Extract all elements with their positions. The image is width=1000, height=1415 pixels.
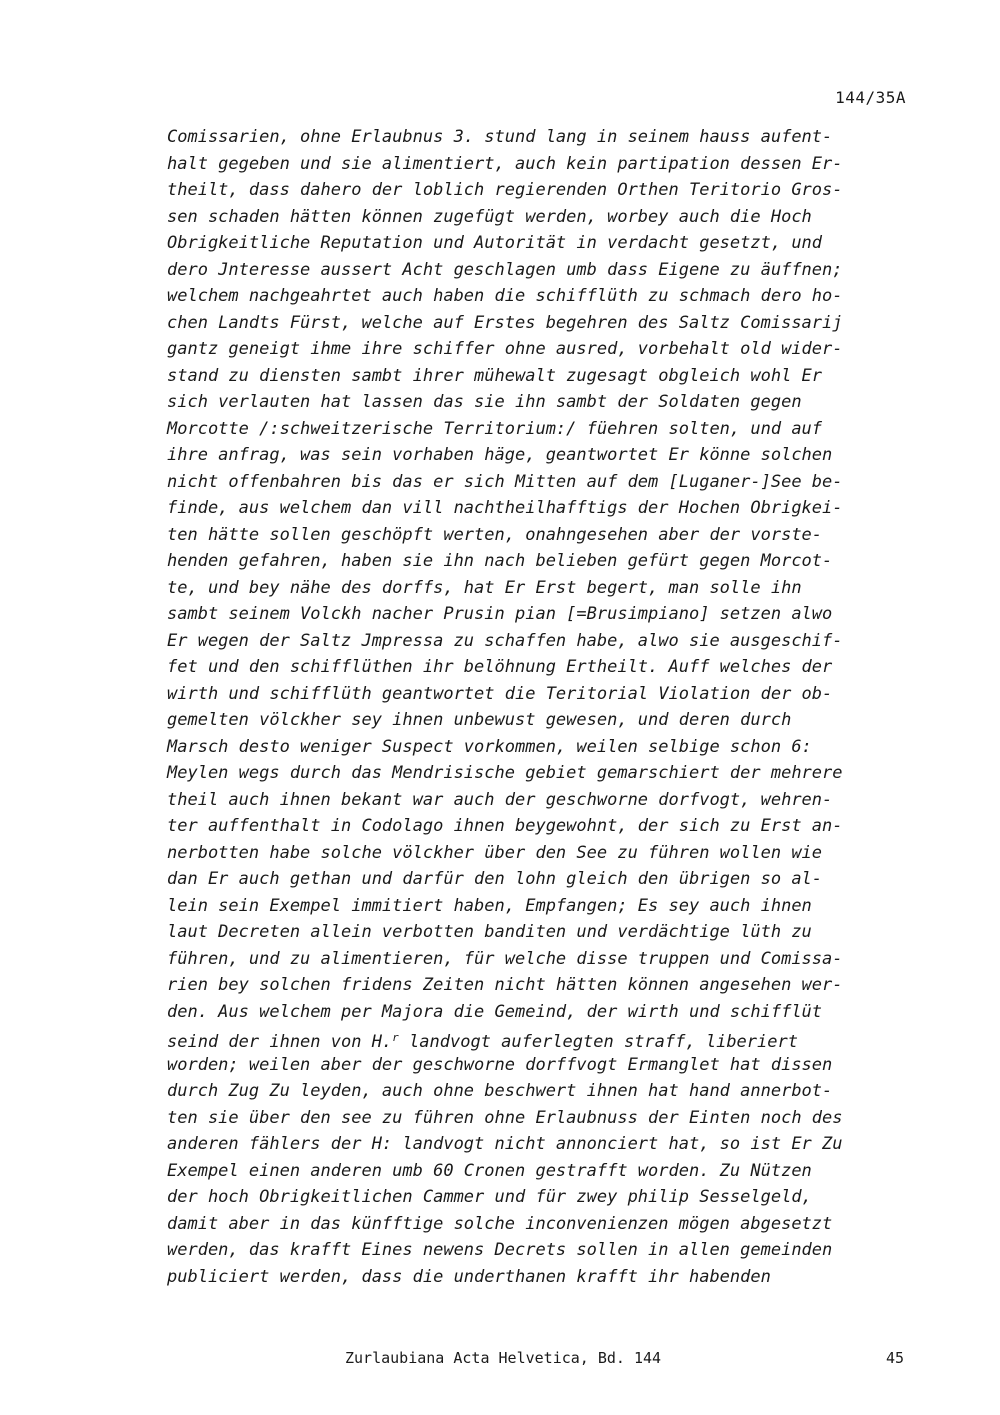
text-segment: seind der ihnen von H. — [167, 1032, 393, 1052]
text-line: nerbotten habe solche völckher über den See zu führen wollen wie — [167, 842, 823, 863]
text-line: Marsch desto weniger Suspect vorkommen, weilen selbige schon 6: — [167, 736, 812, 757]
text-line: sich verlauten hat lassen das sie ihn sambt der Soldaten gegen — [167, 392, 802, 412]
text-line: der hoch Obrigkeitlichen Cammer und für zwey philip Sesselgeld, — [167, 1187, 812, 1207]
text-line: lein sein Exempel immitiert haben, Empfangen; Es sey auch ihnen — [167, 895, 812, 916]
text-line: gemelten völckher sey ihnen unbewust gewesen, und deren durch — [167, 710, 792, 730]
text-line: publiciert werden, dass die underthanen krafft ihr habenden — [167, 1266, 771, 1287]
text-line: damit aber in das künfftige solche inconvenienzen mögen abgesetzt — [167, 1213, 833, 1234]
text-line: Exempel einen anderen umb 60 Cronen gestrafft worden. Zu Nützen — [167, 1160, 812, 1181]
footer-title: Zurlaubiana Acta Helvetica, Bd. 144 — [345, 1349, 662, 1367]
text-line: chen Landts Fürst, welche auf Erstes begehren des Saltz Comissarij — [167, 312, 843, 333]
text-line: wirth und schifflüth geantwortet die Teritorial Violation der ob- — [167, 683, 833, 704]
page-number: 45 — [885, 1349, 904, 1367]
text-line: Obrigkeitliche Reputation und Autorität in verdacht gesetzt, und — [167, 233, 823, 253]
text-line: sen schaden hätten können zugefügt werden, worbey auch die Hoch — [167, 206, 812, 227]
text-line: ter auffenthalt in Codolago ihnen beygewohnt, der sich zu Erst an- — [167, 816, 843, 836]
text-line: laut Decreten allein verbotten banditen und verdächtige lüth zu — [167, 922, 812, 942]
text-line: theilt, dass dahero der loblich regierenden Orthen Teritorio Gros- — [167, 180, 843, 200]
page-footer — [0, 1349, 1000, 1369]
text-segment: landvogt auferlegten straff, liberiert — [398, 1032, 798, 1052]
text-line: ten sie über den see zu führen ohne Erlaubnuss der Einten noch des — [167, 1107, 843, 1128]
text-line: anderen fählers der H: landvogt nicht annonciert hat, so ist Er Zu — [167, 1134, 843, 1154]
text-line: dan Er auch gethan und darfür den lohn gleich den übrigen so al- — [167, 869, 823, 889]
text-line: worden; weilen aber der geschworne dorffvogt Ermanglet hat dissen — [167, 1054, 833, 1075]
text-line: halt gegeben und sie alimentiert, auch kein partipation dessen Er- — [167, 153, 843, 174]
text-line: finde, aus welchem dan vill nachtheilhafftigs der Hochen Obrigkei- — [167, 498, 843, 518]
superscript: r — [392, 1031, 399, 1044]
text-line: den. Aus welchem per Majora die Gemeind, der wirth und schifflüt — [167, 1001, 823, 1022]
text-line: theil auch ihnen bekant war auch der geschworne dorfvogt, wehren- — [167, 789, 833, 810]
text-line: durch Zug Zu leyden, auch ohne beschwert ihnen hat hand annerbot- — [167, 1081, 833, 1101]
text-line: gantz geneigt ihme ihre schiffer ohne ausred, vorbehalt old wider- — [167, 339, 843, 359]
text-line: nicht offenbahren bis das er sich Mitten auf dem [Luganer-]See be- — [167, 471, 843, 492]
text-line: ihre anfrag, was sein vorhaben häge, geantwortet Er könne solchen — [167, 445, 833, 465]
text-line: ten hätte sollen geschöpft werten, onahngesehen aber der vorste- — [167, 524, 823, 545]
text-line: sambt seinem Volckh nacher Prusin pian [=Brusimpiano] setzen alwo — [167, 604, 833, 624]
text-line: te, und bey nähe des dorffs, hat Er Erst begert, man solle ihn — [167, 577, 802, 598]
text-line: rien bey solchen fridens Zeiten nicht hätten können angesehen wer- — [167, 975, 843, 995]
transcription-body — [167, 124, 907, 1290]
text-line: Er wegen der Saltz Jmpressa zu schaffen habe, alwo sie ausgeschif- — [167, 630, 843, 651]
text-line: stand zu diensten sambt ihrer mühewalt zugesagt obgleich wohl Er — [167, 365, 823, 386]
text-line: welchem nachgeahrtet auch haben die schifflüth zu schmach dero ho- — [167, 286, 843, 306]
text-line: werden, das krafft Eines newens Decrets sollen in allen gemeinden — [167, 1240, 833, 1260]
text-line: führen, und zu alimentieren, für welche disse truppen und Comissa- — [167, 948, 843, 969]
text-line: henden gefahren, haben sie ihn nach belieben gefürt gegen Morcot- — [167, 551, 833, 571]
text-line: Meylen wegs durch das Mendrisische gebiet gemarschiert der mehrere — [167, 763, 843, 783]
text-line: Morcotte /:schweitzerische Territorium:/ füehren solten, und auf — [167, 418, 823, 439]
text-line: dero Jnteresse aussert Acht geschlagen umb dass Eigene zu äuffnen; — [167, 259, 843, 280]
text-line-with-superscript — [167, 1025, 907, 1052]
document-reference: 144/35A — [835, 88, 906, 107]
text-line: fet und den schifflüthen ihr belöhnung Ertheilt. Auff welches der — [167, 657, 833, 677]
text-line: Comissarien, ohne Erlaubnus 3. stund lang in seinem hauss aufent- — [167, 127, 833, 147]
